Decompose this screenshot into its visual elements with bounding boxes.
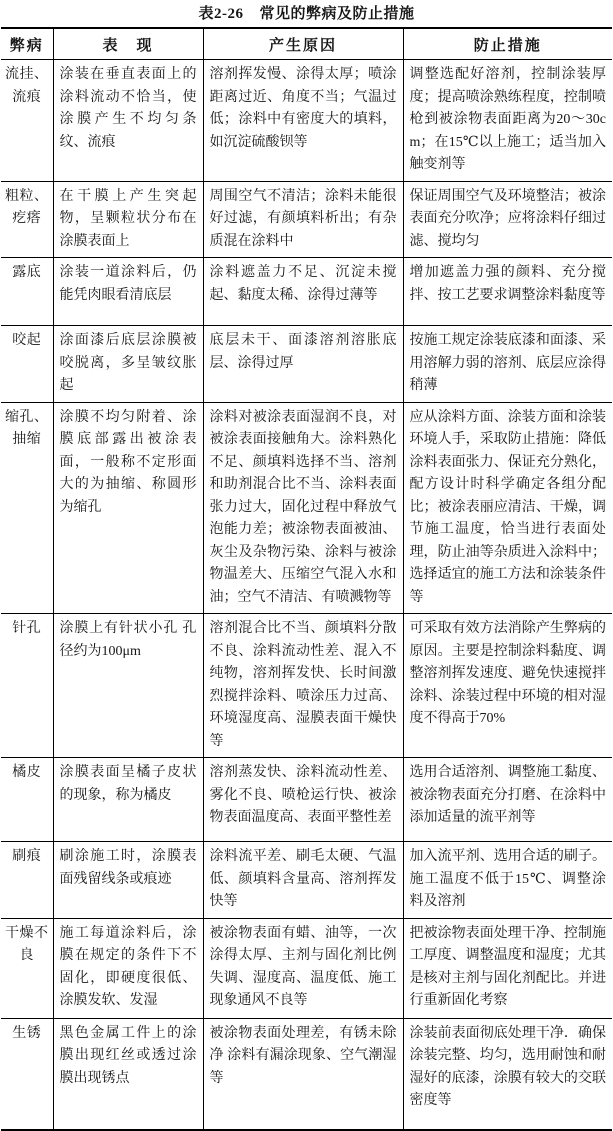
cell-cause: 涂料流平差、刷毛太硬、气温低、颜填料含量高、溶剂挥发快等 (203, 842, 403, 919)
cell-defect: 流挂、流痕 (1, 60, 53, 182)
col-header-cause: 产生原因 (203, 28, 403, 60)
cell-prevention: 把被涂物表面处理干净、控制施工厚度、调整温度和湿度；尤其是核对主剂与固化剂配比。并进行重新固化考察 (403, 918, 612, 1018)
cell-defect: 生锈 (1, 1018, 53, 1130)
cell-cause: 底层未干、面漆溶剂溶胀底层、涂得过厚 (203, 326, 403, 403)
cell-appearance: 施工每道涂料后，涂膜在规定的条件下不固化，即硬度很低、涂膜发软、发湿 (53, 918, 203, 1018)
cell-cause: 周围空气不清洁；涂料未能很好过滤，有颜填料析出；有杂质混在涂料中 (203, 181, 403, 258)
col-header-defect: 弊病 (1, 28, 53, 60)
cell-prevention: 应从涂料方面、涂装方面和涂装环境人手，采取防止措施：降低涂料表面张力、保证充分熟化，配方设计时科学确定各组分配比；被涂表丽应清洁、干燥，调节施工温度，恰当进行表面处理，防止油等杂质进入涂料中；选择适宜的施工方法和涂装条件等 (403, 402, 612, 614)
cell-appearance: 涂面漆后底层涂膜被咬脱离，多呈皱纹胀起 (53, 326, 203, 403)
cell-defect: 咬起 (1, 326, 53, 403)
cell-defect: 露底 (1, 258, 53, 326)
cell-cause: 涂料遮盖力不足、沉淀未搅起、黏度太稀、涂得过薄等 (203, 258, 403, 326)
cell-cause: 溶剂混合比不当、颜填料分散不良、涂料流动性差、混入不纯物，溶剂挥发快、长时间激烈搅拌涂料、喷涂压力过高、环境湿度高、湿膜表面干燥快等 (203, 614, 403, 758)
table-row (1, 181, 612, 258)
cell-defect: 刷痕 (1, 842, 53, 919)
cell-cause: 涂料对被涂表面湿润不良，对被涂表面接触角大。涂料熟化不足、颜填料选择不当、溶剂和助剂混合比不当、涂料表面张力过大，固化过程中释放气泡能力差；被涂物表面被油、灰尘及杂物污染、涂料与被涂物温差大、压缩空气混入水和油；空气不清洁、有喷溅物等 (203, 402, 403, 614)
cell-defect: 缩孔、抽缩 (1, 402, 53, 614)
cell-appearance: 在干膜上产生突起物，呈颗粒状分布在涂膜表面上 (53, 181, 203, 258)
cell-appearance: 涂膜不均匀附着、涂膜底部露出被涂表面，一般称不定形面大的为抽缩、称圆形为缩孔 (53, 402, 203, 614)
cell-defect: 橘皮 (1, 758, 53, 842)
col-header-appearance: 表 现 (53, 28, 203, 60)
table-row (1, 402, 612, 614)
table-title (1, 4, 612, 27)
cell-appearance: 黑色金属工件上的涂膜出现红丝或透过涂膜出现锈点 (53, 1018, 203, 1130)
cell-defect: 粗粒、疙瘩 (1, 181, 53, 258)
table-number: 表2-26 (198, 6, 244, 22)
table-row (1, 60, 612, 182)
cell-defect: 干燥不良 (1, 918, 53, 1018)
cell-cause: 被涂物表面有蜡、油等，一次涂得太厚、主剂与固化剂比例失调、湿度高、温度低、施工现象通风不良等 (203, 918, 403, 1018)
table-row (1, 918, 612, 1018)
cell-cause: 溶剂挥发慢、涂得太厚；喷涂距离过近、角度不当；气温过低；涂料中有密度大的填料，如沉淀硫酸钡等 (203, 60, 403, 182)
cell-appearance: 涂装在垂直表面上的涂料流动不恰当，使涂膜产生不均匀条纹、流痕 (53, 60, 203, 182)
cell-appearance: 涂膜表面呈橘子皮状的现象，称为橘皮 (53, 758, 203, 842)
table-header-row (1, 28, 612, 60)
cell-prevention: 按施工规定涂装底漆和面漆、采用溶解力弱的溶剂、底层应涂得稍薄 (403, 326, 612, 403)
table-caption: 常见的弊病及防止措施 (259, 6, 415, 22)
cell-cause: 被涂物表面处理差，有锈未除净 涂料有漏涂现象、空气潮湿等 (203, 1018, 403, 1130)
cell-cause: 溶剂蒸发快、涂料流动性差、雾化不良、喷枪运行快、被涂物表面温度高、表面平整性差 (203, 758, 403, 842)
cell-prevention: 选用合适溶剂、调整施工黏度、被涂物表面充分打磨、在涂料中添加适量的流平剂等 (403, 758, 612, 842)
cell-defect: 针孔 (1, 614, 53, 758)
defects-table (1, 27, 612, 1131)
cell-appearance: 涂装一道涂料后，仍能凭肉眼看清底层 (53, 258, 203, 326)
table-row (1, 258, 612, 326)
cell-appearance: 涂膜上有针状小孔 孔径约为100μm (53, 614, 203, 758)
table-row (1, 326, 612, 403)
cell-prevention: 加入流平剂、选用合适的刷子。施工温度不低于15℃、调整涂料及溶剂 (403, 842, 612, 919)
cell-prevention: 调整选配好溶剂，控制涂装厚度；提高喷涂熟练程度，控制喷枪到被涂物表面距离为20～30cm；在15℃以上施工；适当加入触变剂等 (403, 60, 612, 182)
cell-appearance: 刷涂施工时，涂膜表面残留线条或痕迹 (53, 842, 203, 919)
col-header-prevention: 防止措施 (403, 28, 612, 60)
table-row (1, 758, 612, 842)
table-row (1, 842, 612, 919)
cell-prevention: 涂装前表面彻底处理干净．确保涂装完整、均匀，选用耐蚀和耐湿好的底漆，涂膜有较大的交联密度等 (403, 1018, 612, 1130)
cell-prevention: 可采取有效方法消除产生弊病的原因。主要是控制涂料黏度、调整溶剂挥发速度、避免快速搅拌涂料、涂装过程中环境的相对湿度不得高于70% (403, 614, 612, 758)
table-row (1, 1018, 612, 1130)
cell-prevention: 增加遮盖力强的颜料、充分搅拌、按工艺要求调整涂料黏度等 (403, 258, 612, 326)
cell-prevention: 保证周围空气及环境整洁；被涂表面充分吹净；应将涂料仔细过滤、搅均匀 (403, 181, 612, 258)
table-row (1, 614, 612, 758)
